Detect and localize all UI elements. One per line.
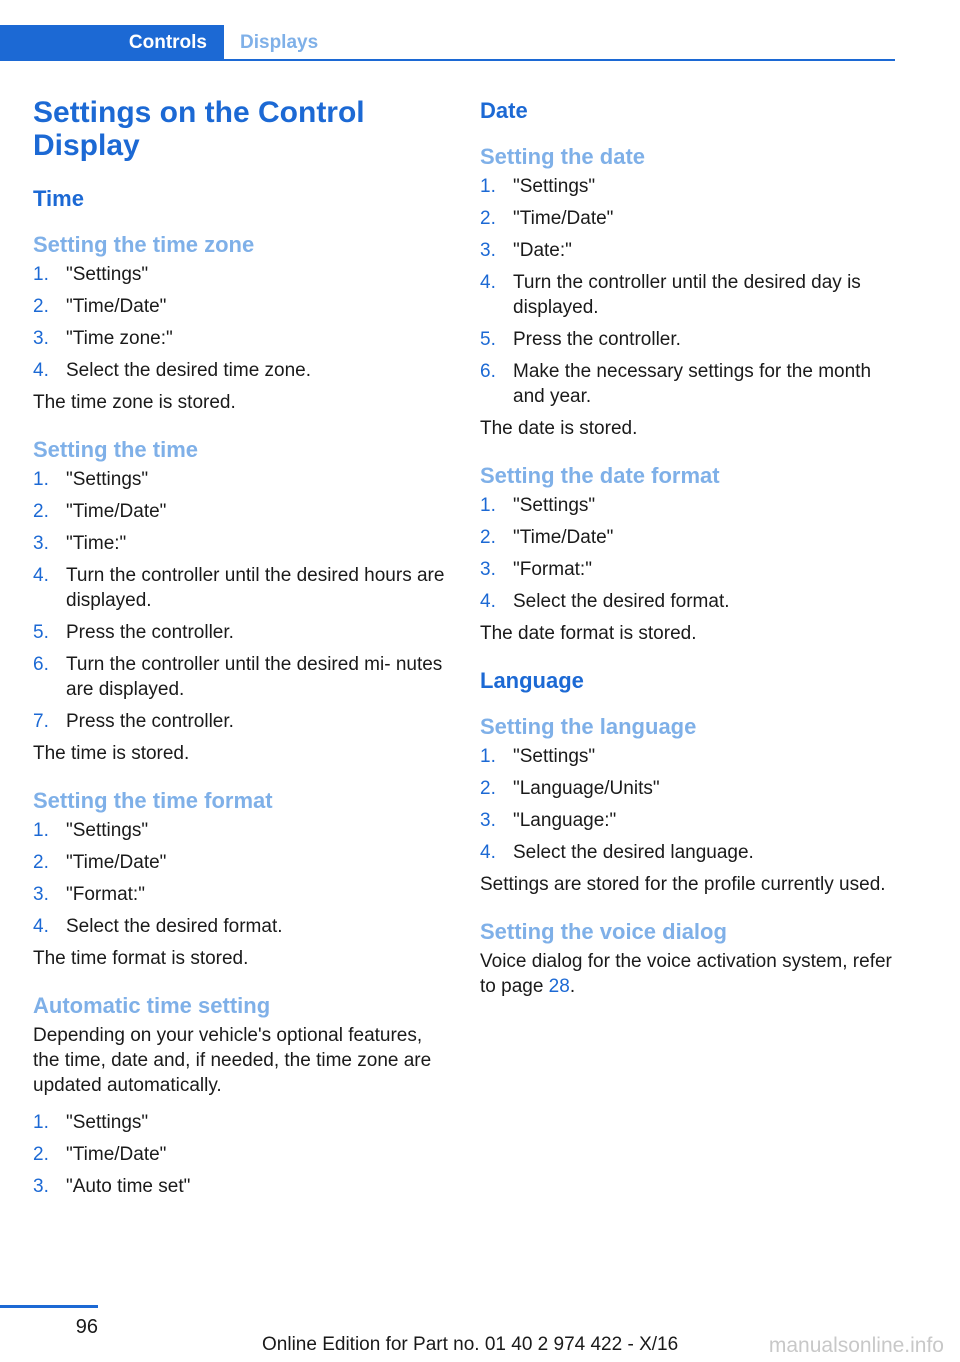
list-item: 2. "Time/Date" (480, 527, 614, 548)
list-item: 3. "Language:" (480, 810, 617, 831)
list-item: 3. "Time:" (33, 533, 127, 554)
section-voice-dialog (480, 919, 895, 999)
result-language: Settings are stored for the profile currently used. (480, 874, 886, 895)
heading-date-format: Setting the date format (480, 463, 720, 488)
footer-rule (0, 1305, 98, 1308)
list-item: 3. "Time zone:" (33, 328, 173, 349)
list-item: 1. "Settings" (33, 264, 149, 285)
heading-time: Time (33, 186, 84, 211)
tab-controls[interactable]: Controls (0, 25, 224, 61)
watermark: manualsonline.info (768, 1334, 944, 1357)
section-time-zone (33, 232, 448, 415)
section-time (33, 437, 448, 766)
list-item: 3. "Auto time set" (33, 1176, 191, 1197)
heading-date: Date (480, 98, 528, 123)
section-date-format (480, 463, 895, 646)
header-rule (0, 59, 895, 61)
steps-language (480, 744, 895, 865)
steps-date-format (480, 493, 895, 614)
list-item: 1. "Settings" (33, 469, 149, 490)
list-item: 1. "Settings" (480, 746, 596, 767)
list-item: 1. "Settings" (480, 176, 596, 197)
edition-note: Online Edition for Part no. 01 40 2 974 422 - X/16 (262, 1334, 679, 1355)
page-number: 96 (75, 1316, 98, 1338)
list-item: 1. "Settings" (33, 1112, 149, 1133)
list-item: 2. "Time/Date" (33, 1144, 167, 1165)
heading-language: Language (480, 668, 584, 693)
result-time-format: The time format is stored. (33, 948, 249, 969)
list-item: 4. Select the desired language. (480, 842, 754, 863)
section-language (480, 714, 895, 897)
list-item: 7. Press the controller. (33, 711, 234, 732)
heading-time-zone: Setting the time zone (33, 232, 255, 257)
section-time-format (33, 788, 448, 971)
steps-date (480, 174, 895, 409)
list-item: 2. "Language/Units" (480, 778, 660, 799)
section-auto-time (33, 993, 448, 1199)
auto-time-intro: Depending on your vehicle's optional features, the time, date and, if needed, the time zone are updated automatically. (33, 1025, 432, 1096)
list-item: 2. "Time/Date" (33, 852, 167, 873)
steps-time-format (33, 818, 448, 939)
list-item: 2. "Time/Date" (33, 501, 167, 522)
list-item: 4. Turn the controller until the desired day is displayed. (480, 272, 861, 318)
heading-auto-time: Automatic time setting (33, 993, 271, 1018)
tab-displays[interactable]: Displays (240, 32, 319, 53)
heading-setting-date: Setting the date (480, 144, 646, 169)
list-item: 3. "Date:" (480, 240, 572, 261)
list-item: 4. Select the desired format. (33, 916, 283, 937)
voice-dialog-text: Voice dialog for the voice activation system, refer to page 28. (480, 951, 892, 997)
chapter-header (0, 25, 895, 61)
list-item: 5. Press the controller. (480, 329, 681, 350)
list-item: 3. "Format:" (480, 559, 592, 580)
result-time-zone: The time zone is stored. (33, 392, 236, 413)
heading-voice-dialog: Setting the voice dialog (480, 919, 727, 944)
list-item: 1. "Settings" (480, 495, 596, 516)
result-date-format: The date format is stored. (480, 623, 697, 644)
right-column (480, 98, 895, 1021)
list-item: 5. Press the controller. (33, 622, 234, 643)
list-item: 4. Select the desired format. (480, 591, 730, 612)
list-item: 2. "Time/Date" (480, 208, 614, 229)
list-item: 2. "Time/Date" (33, 296, 167, 317)
left-column (33, 96, 448, 1221)
list-item: 6. Turn the controller until the desired mi‐ nutes are displayed. (33, 654, 443, 700)
steps-time-zone (33, 262, 448, 383)
heading-time-format: Setting the time format (33, 788, 273, 813)
list-item: 4. Select the desired time zone. (33, 360, 312, 381)
result-time: The time is stored. (33, 743, 190, 764)
result-date: The date is stored. (480, 418, 638, 439)
page-title: Settings on the Control Display (33, 96, 365, 162)
steps-auto-time (33, 1110, 448, 1199)
page-link[interactable]: 28 (548, 976, 570, 997)
section-date (480, 144, 895, 441)
list-item: 1. "Settings" (33, 820, 149, 841)
steps-time (33, 467, 448, 734)
list-item: 3. "Format:" (33, 884, 145, 905)
list-item: 4. Turn the controller until the desired hours are displayed. (33, 565, 445, 611)
heading-setting-time: Setting the time (33, 437, 199, 462)
list-item: 6. Make the necessary settings for the month and year. (480, 361, 872, 407)
heading-setting-language: Setting the language (480, 714, 697, 739)
